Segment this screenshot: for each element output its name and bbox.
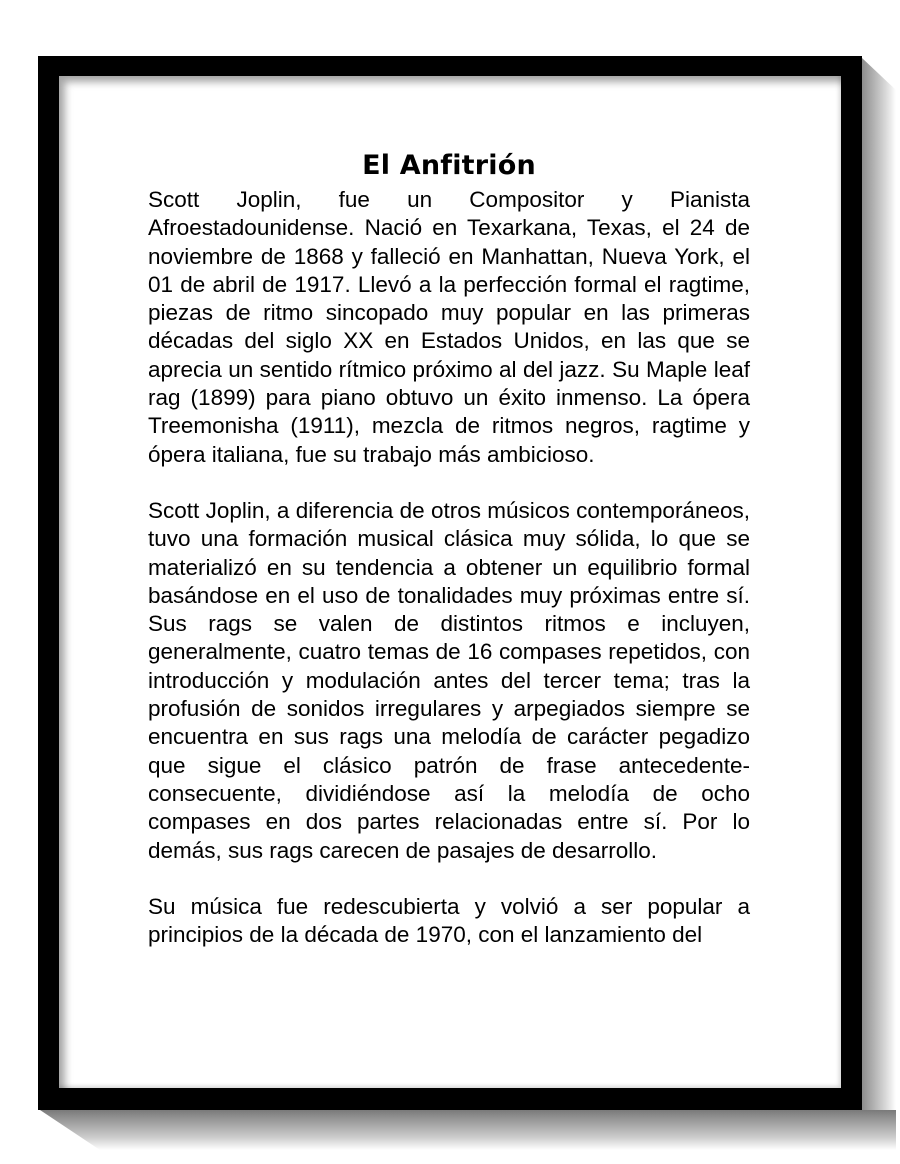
document-title: El Anfitrión bbox=[362, 150, 536, 181]
paragraph-revival: Su música fue redescubierta y volvió a ser popular a principios de la década de 1970, con el lanzamiento del bbox=[148, 893, 750, 948]
frame-shadow-right bbox=[862, 58, 896, 1138]
paragraph-biography: Scott Joplin, fue un Compositor y Pianista Afroestadounidense. Nació en Texarkana, Texas, el 24 de noviembre de 1868 y falleció en Manhattan, Nueva York, el 01 de abril de 1917. Llevó a la perfección formal el ragtime, piezas de ritmo sincopado muy popular en las primeras décadas del siglo XX en Estados Unidos, en las que se aprecia un sentido rítmico próximo al del jazz. Su Maple leaf rag (1899) para piano obtuvo un éxito inmenso. La ópera Treemonisha (1911), mezcla de ritmos negros, ragtime y ópera italiana, fue su trabajo más ambicioso. bbox=[148, 187, 750, 467]
frame-shadow-bottom bbox=[40, 1110, 896, 1150]
paragraph-style: Scott Joplin, a diferencia de otros músicos contemporáneos, tuvo una formación musical clásica muy sólida, lo que se materializó en su tendencia a obtener un equilibrio formal basándose en el uso de tonalidades muy próximas entre sí. Sus rags se valen de distintos ritmos e incluyen, generalmente, cuatro temas de 16 compases repetidos, con introducción y modulación antes del tercer tema; tras la profusión de sonidos irregulares y arpegiados siempre se encuentra en sus rags una melodía de carácter pegadizo que sigue el clásico patrón de frase antecedente-consecuente, dividiéndose así la melodía de ocho compases en dos partes relacionadas entre sí. Por lo demás, sus rags carecen de pasajes de desarrollo. bbox=[148, 497, 750, 863]
document-body bbox=[148, 146, 750, 949]
framed-page bbox=[59, 76, 841, 1088]
picture-frame bbox=[38, 56, 862, 1110]
